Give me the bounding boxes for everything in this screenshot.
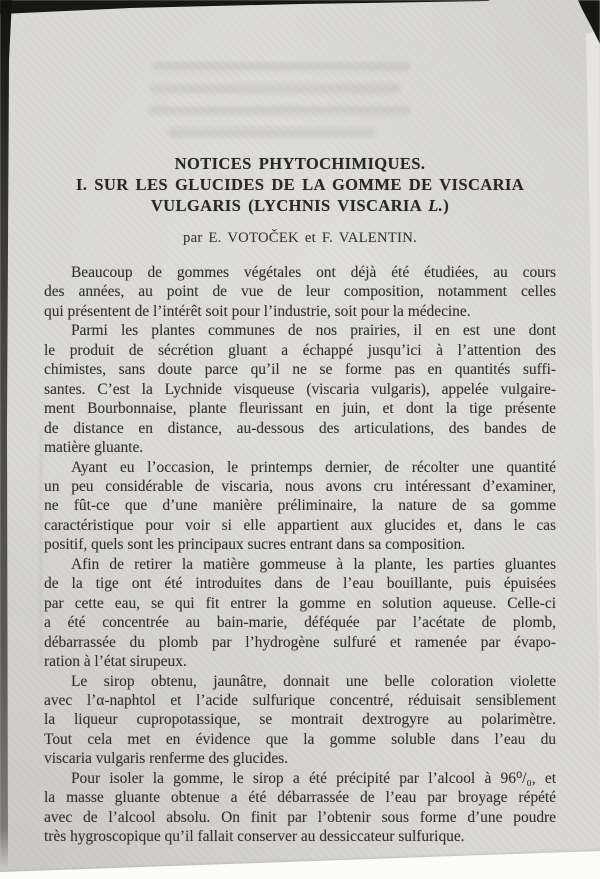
paragraph — [44, 769, 556, 847]
paragraph — [44, 458, 556, 555]
text-line: des années, au point de vue de leur composition, notamment celles — [44, 283, 556, 301]
text-line: Parmi les plantes communes de nos prairies, il en est une dont — [71, 322, 556, 340]
article-body — [44, 263, 556, 847]
text-line: viscaria vulgaris renferme des glucides. — [44, 750, 289, 768]
text-line: chimistes, sans doute parce qu’il ne se forme pas en quantités suffi- — [44, 361, 556, 379]
text-line: a été concentrée au bain-marie, déféquée par l’acétate de plomb, — [44, 614, 556, 632]
text-line: la masse gluante obtenue a été débarrassée de l’eau par broyage répété — [44, 789, 556, 807]
text-line: ne fût-ce que d’une manière préliminaire, la nature de sa gomme — [44, 497, 556, 515]
text-line: santes. C’est la Lychnide visqueuse (viscaria vulgaris), appelée vulgaire- — [44, 380, 556, 398]
text-line: avec de l’alcool absolu. On finit par l’obtenir sous forme d’une poudre — [44, 808, 556, 826]
text-line: très hygroscopique qu’il fallait conserver au dessiccateur sulfurique. — [44, 828, 465, 846]
text-line: ment Bourbonnaise, plante fleurissant en juin, et dont la tige présente — [44, 400, 556, 418]
paragraph — [44, 321, 556, 457]
text-line: Afin de retirer la matière gommeuse à la plante, les parties gluantes — [71, 555, 556, 573]
text-line: Le sirop obtenu, jaunâtre, donnait une belle coloration violette — [71, 672, 556, 690]
text-line: avec l’α-naphtol et l’acide sulfurique concentré, réduisait sensiblement — [44, 691, 556, 709]
paper-crease — [40, 430, 42, 665]
text-line: ration à l’état sirupeux. — [44, 653, 187, 671]
paragraph — [44, 555, 556, 672]
text-line: débarrassée du plomb par l’hydrogène sulfuré et ramenée par évapo- — [44, 633, 556, 651]
text-line: la liqueur cupropotassique, se montrait dextrogyre au polarimètre. — [44, 711, 556, 729]
text-line: positif, quels sont les principaux sucres entrant dans sa composition. — [44, 536, 466, 554]
text-line: Beaucoup de gommes végétales ont déjà été étudiées, au cours — [71, 264, 556, 281]
text-line: Tout cela met en évidence que la gomme soluble dans l’eau du — [44, 730, 556, 748]
article-title — [44, 153, 556, 216]
page-content — [44, 0, 556, 847]
title-line-3-close: ) — [443, 196, 450, 215]
species-abbreviation-italic: L. — [428, 196, 444, 215]
text-line: de la tige ont été introduites dans de l’eau bouillante, puis épuisées — [44, 575, 556, 593]
text-line: matière gluante. — [44, 439, 144, 457]
text-line: un peu considérable de viscaria, nous avons cru intéressant d’examiner, — [44, 477, 556, 495]
text-line: Ayant eu l’occasion, le printemps dernier, de récolter une quantité — [71, 458, 556, 476]
text-line: Pour isoler la gomme, le sirop a été précipité par l’alcool à 96⁰/₀, et — [71, 769, 556, 787]
title-line-3 — [44, 195, 556, 216]
text-line: qui présentent de l’intérêt soit pour l’industrie, soit pour la médecine. — [44, 302, 471, 320]
title-line-3-text: VULGARIS (LYCHNIS VISCARIA — [150, 196, 429, 215]
text-line: caractéristique pour voir si elle appartient aux glucides et, dans le cas — [44, 516, 556, 534]
text-line: par cette eau, se qui fit entrer la gomme en solution aqueuse. Celle-ci — [44, 594, 556, 612]
text-line: le produit de sécrétion gluant a échappé jusqu’ici à l’attention des — [44, 341, 556, 359]
paragraph — [44, 672, 556, 769]
title-line-1: NOTICES PHYTOCHIMIQUES. — [174, 154, 426, 173]
title-line-2: I. SUR LES GLUCIDES DE LA GOMME DE VISCARIA — [75, 175, 525, 194]
byline: par E. VOTOČEK et F. VALENTIN. — [182, 230, 418, 246]
text-line: de distance en distance, au-dessous des articulations, des bandes de — [44, 419, 556, 437]
paragraph — [44, 263, 556, 321]
